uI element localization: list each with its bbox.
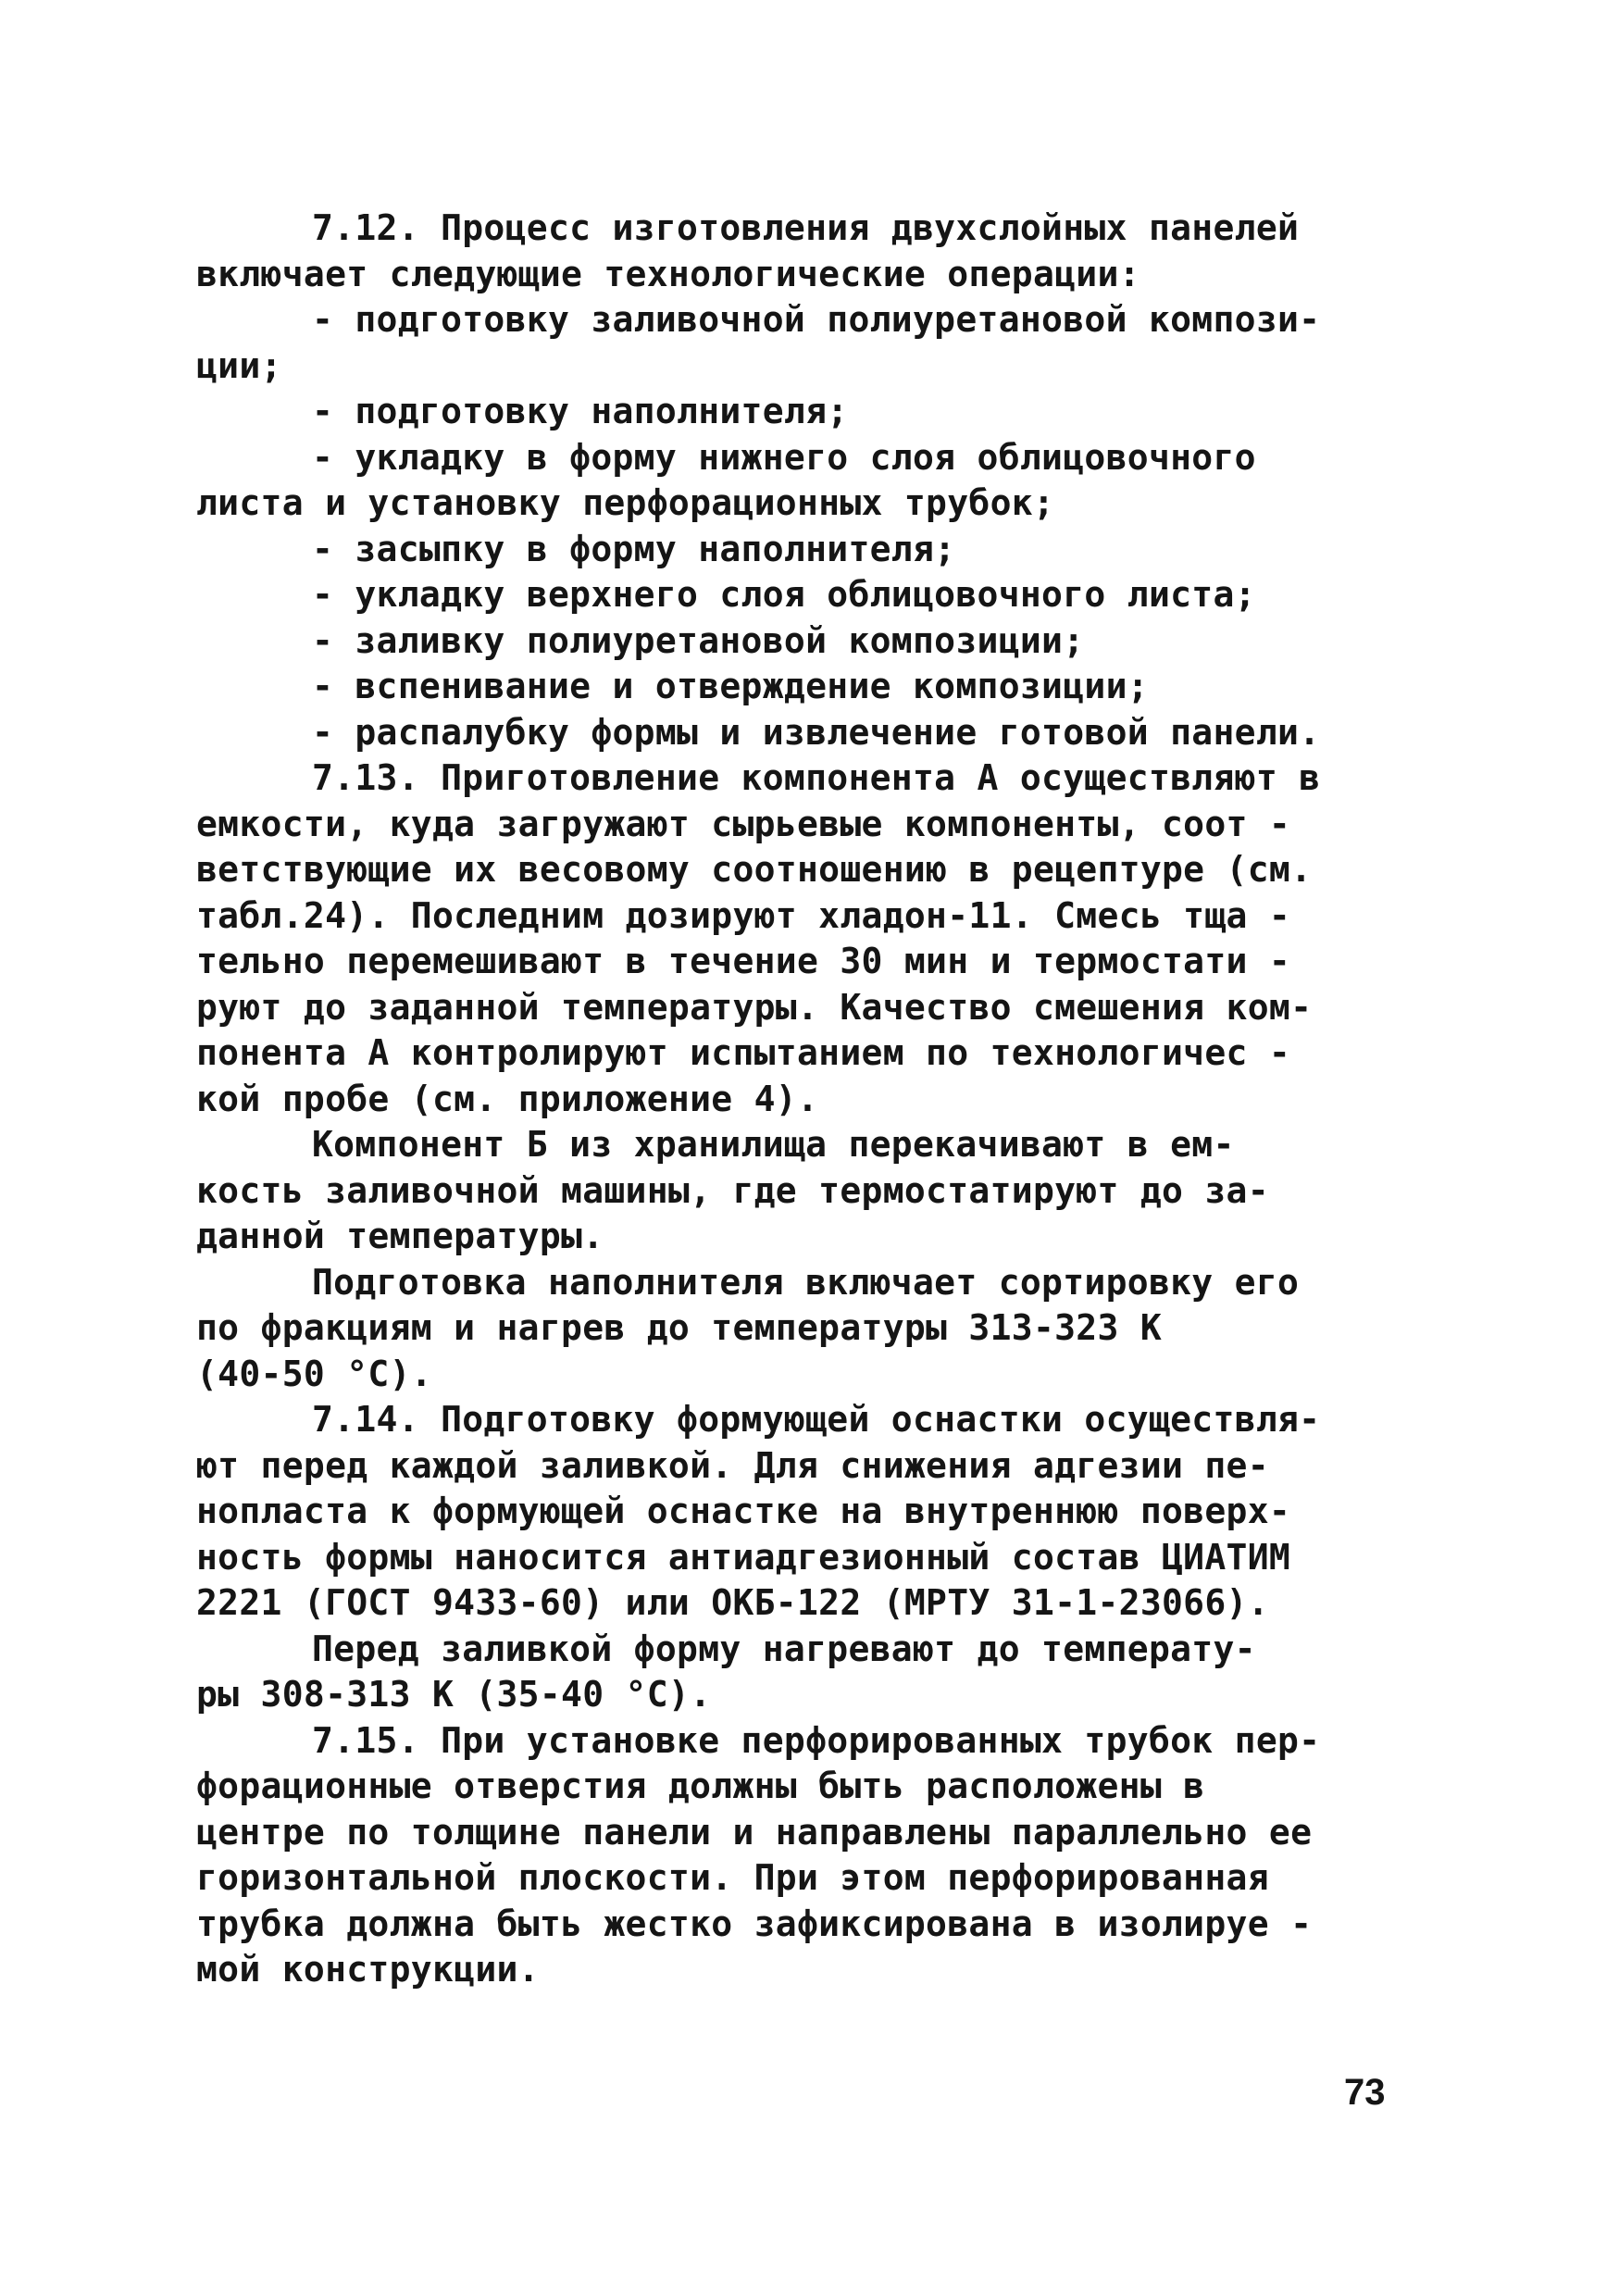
text-line: данной температуры. — [196, 1216, 604, 1256]
body-text — [196, 206, 1400, 1993]
text-line: ность формы наносится антиадгезионный состав ЦИАТИМ — [196, 1536, 1291, 1578]
list-item-line: - подготовку наполнителя; — [312, 391, 849, 431]
text-line: мой конструкции. — [196, 1949, 540, 1990]
paragraph-start-line: Подготовка наполнителя включает сортировку его — [312, 1261, 1300, 1303]
paragraph-7-15-heading-line: 7.15. При установке перфорированных трубок пер- — [312, 1719, 1321, 1761]
text-line: руют до заданной температуры. Качество смешения ком- — [196, 986, 1313, 1028]
text-line: по фракциям и нагрев до температуры 313-323 К — [196, 1307, 1163, 1348]
paragraph-7-14-heading-line: 7.14. Подготовку формующей оснастки осуществля- — [312, 1399, 1321, 1440]
paragraph-start-line: Компонент Б из хранилища перекачивают в ем- — [312, 1124, 1235, 1165]
text-line: ветствующие их весовому соотношению в рецептуре (см. — [196, 849, 1313, 890]
text-line: форационные отверстия должны быть расположены в — [196, 1766, 1205, 1806]
list-item-line: - засыпку в форму наполнителя; — [312, 528, 956, 569]
list-item-line: - подготовку заливочной полиуретановой компози- — [312, 299, 1321, 340]
paragraph-start-line: Перед заливкой форму нагревают до температу- — [312, 1628, 1256, 1669]
text-line: ры 308-313 К (35-40 °С). — [196, 1674, 712, 1715]
page-number: 73 — [1344, 2072, 1386, 2113]
list-item-line: - вспенивание и отверждение композиции; — [312, 666, 1149, 706]
list-item-line: - заливку полиуретановой композиции; — [312, 619, 1085, 661]
paragraph-7-12-heading-line: 7.12. Процесс изготовления двухслойных панелей — [312, 207, 1300, 248]
text-line: центре по толщине панели и направлены параллельно ее — [196, 1811, 1313, 1853]
text-line: ции; — [196, 344, 282, 386]
list-item-line: - укладку верхнего слоя облицовочного листа; — [312, 574, 1256, 615]
text-line: кость заливочной машины, где термостатируют до за- — [196, 1169, 1269, 1211]
text-line: понента А контролируют испытанием по технологичес - — [196, 1032, 1291, 1073]
text-line: тельно перемешивают в течение 30 мин и термостати - — [196, 941, 1291, 981]
paragraph-7-13-heading-line: 7.13. Приготовление компонента А осуществляют в — [312, 757, 1321, 798]
text-line: табл.24). Последним дозируют хладон-11. Смесь тща - — [196, 894, 1291, 936]
list-item-line: - распалубку формы и извлечение готовой панели. — [312, 711, 1321, 753]
text-line: ют перед каждой заливкой. Для снижения адгезии пе- — [196, 1444, 1269, 1486]
text-line: емкости, куда загружают сырьевые компоненты, соот - — [196, 803, 1291, 844]
text-line: нопласта к формующей оснастке на внутреннюю поверх- — [196, 1491, 1291, 1531]
text-line: горизонтальной плоскости. При этом перфорированная — [196, 1857, 1269, 1898]
list-item-line: - укладку в форму нижнего слоя облицовочного — [312, 436, 1256, 478]
text-line: (40-50 °С). — [196, 1353, 432, 1394]
text-line: листа и установку перфорационных трубок; — [196, 482, 1055, 523]
text-line: включает следующие технологические операции: — [196, 253, 1140, 294]
text-line: 2221 (ГОСТ 9433-60) или ОКБ-122 (МРТУ 31-1-23066). — [196, 1582, 1269, 1623]
text-line: кой пробе (см. приложение 4). — [196, 1078, 819, 1119]
text-line: трубка должна быть жестко зафиксирована в изолируе - — [196, 1903, 1313, 1944]
